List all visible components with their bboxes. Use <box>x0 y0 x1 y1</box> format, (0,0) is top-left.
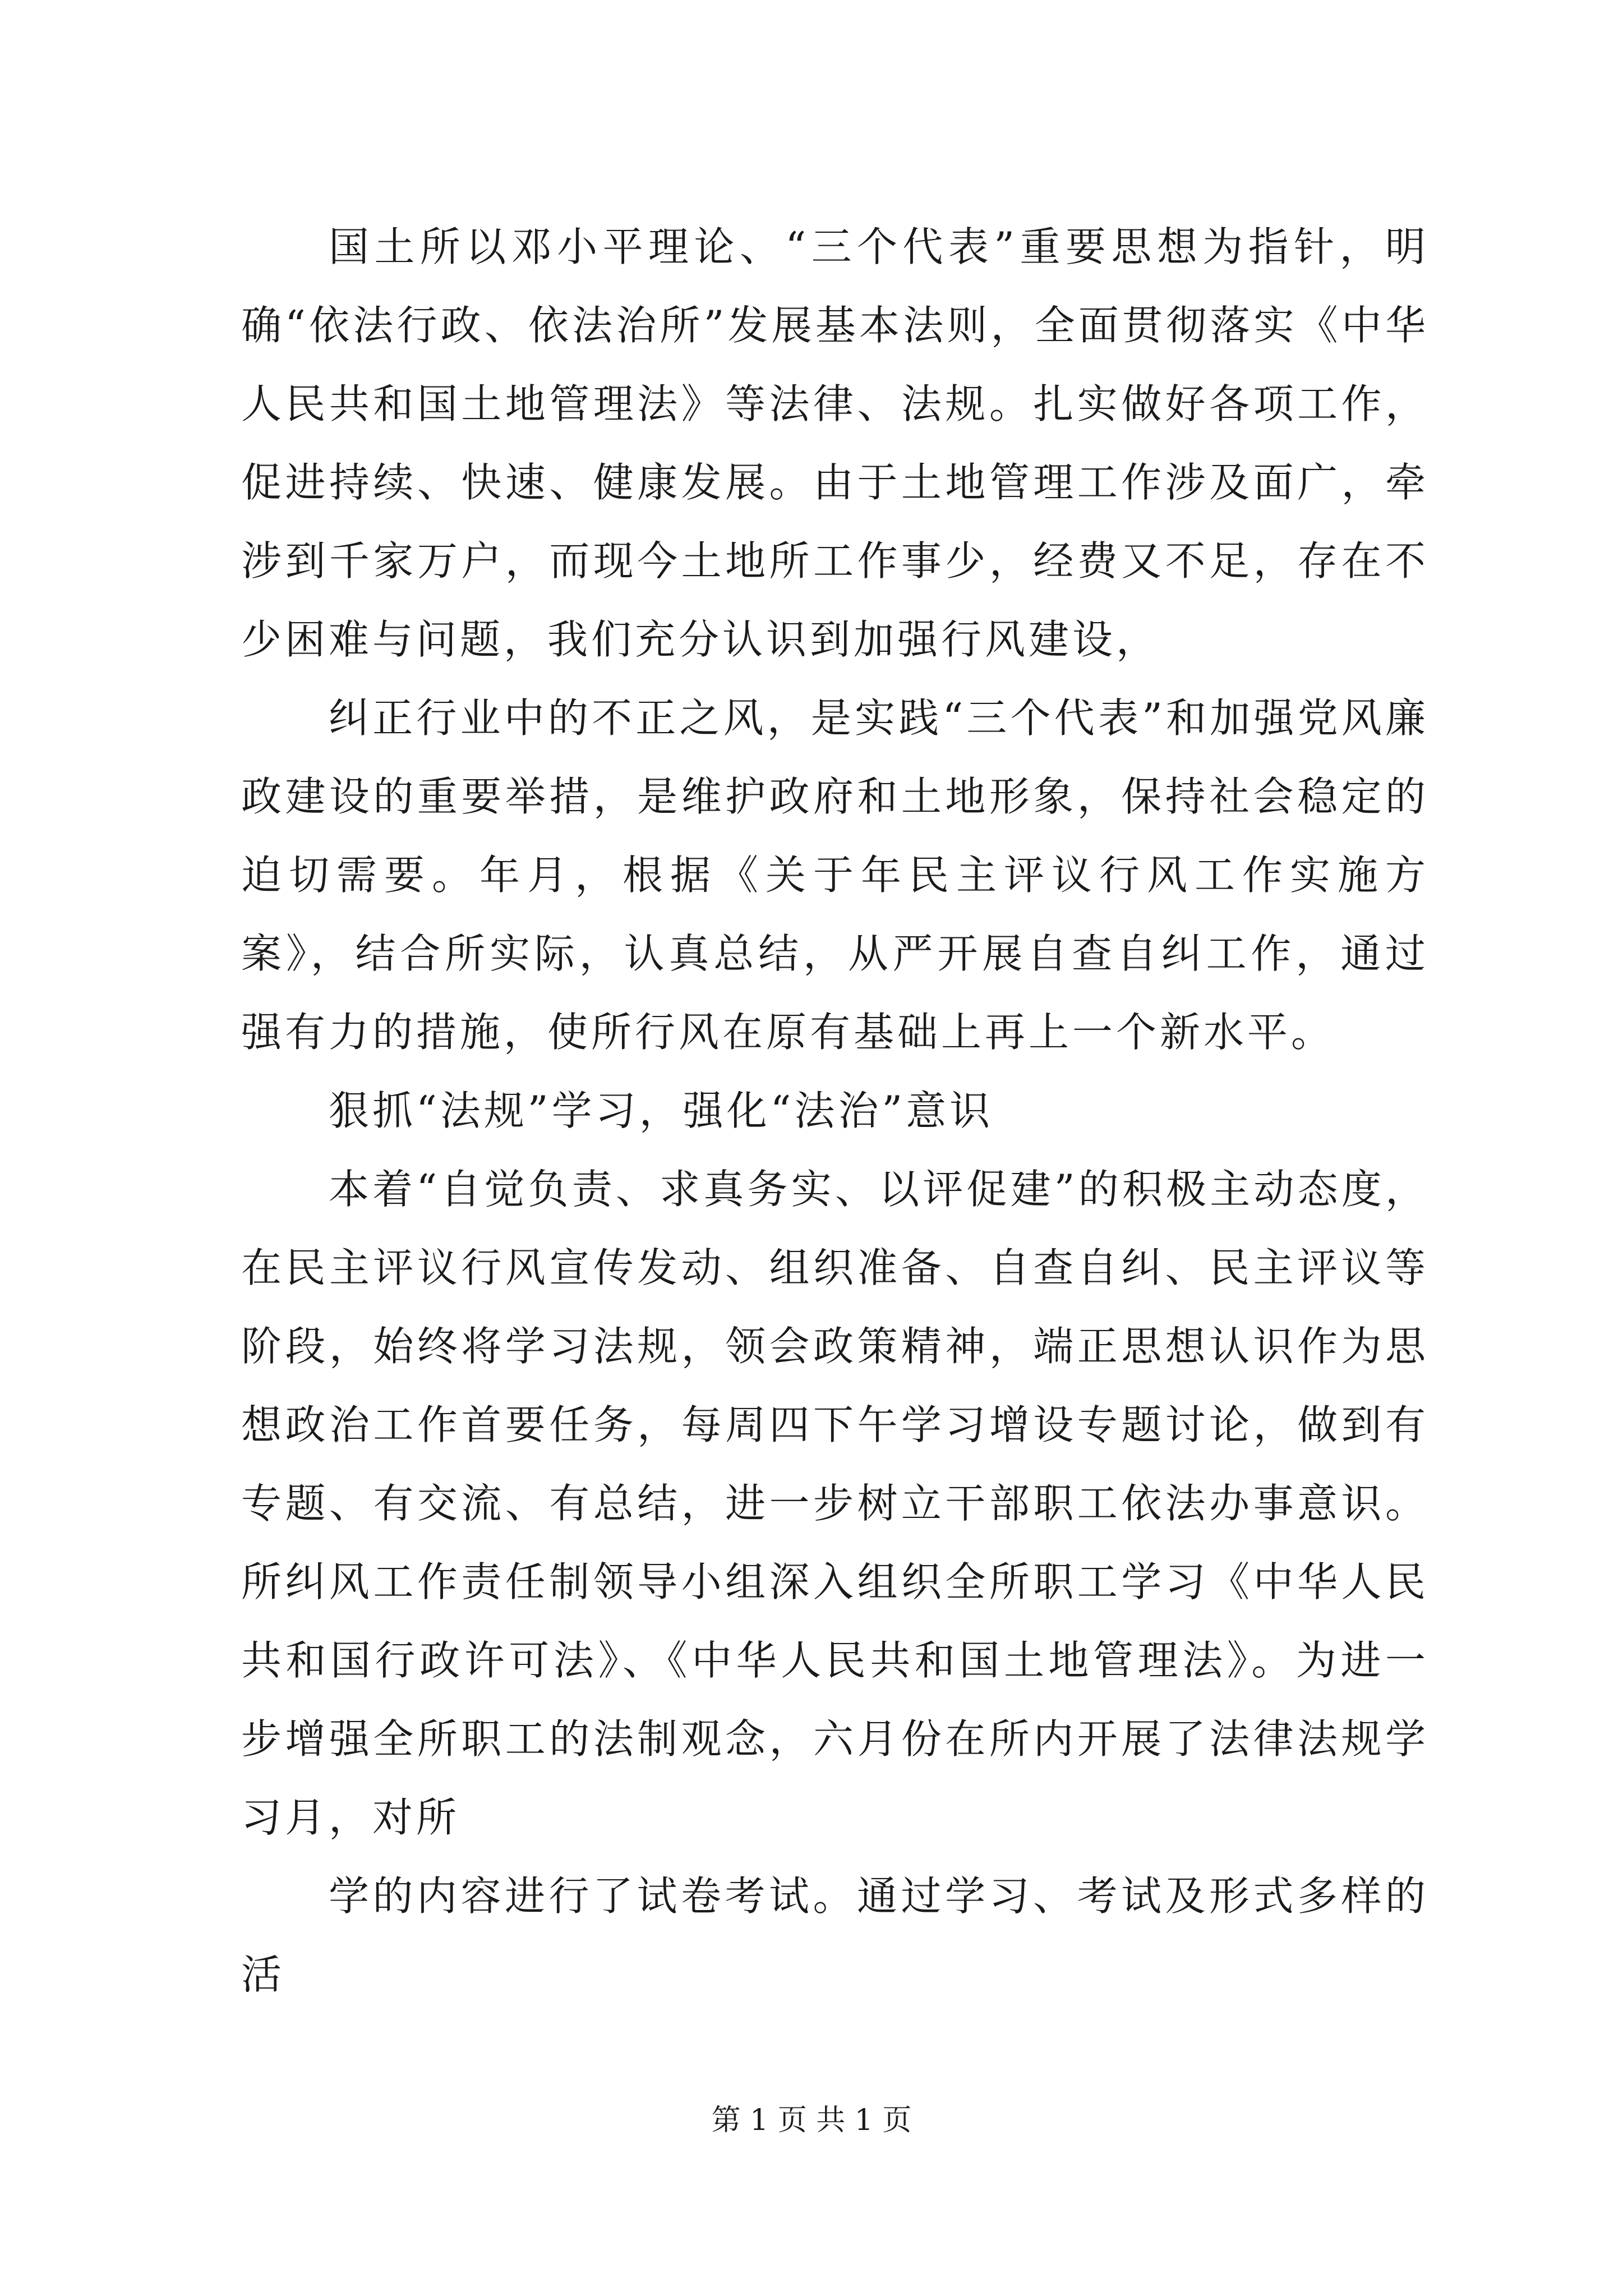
paragraph-2: 纠正行业中的不正之风，是实践“三个代表”和加强党风廉政建设的重要举措，是维护政府和土地形象，保持社会稳定的迫切需要。年月，根据《关于年民主评议行风工作实施方案》，结合所实际，认真总结，从严开展自查自纠工作，通过强有力的措施，使所行风在原有基础上再上一个新水平。 <box>241 694 1429 1056</box>
page-footer: 第 1 页 共 1 页 <box>711 2104 912 2137</box>
document-body <box>241 208 1429 2014</box>
paragraph-3: 本着“自觉负责、求真务实、以评促建”的积极主动态度，在民主评议行风宣传发动、组织准备、自查自纠、民主评议等阶段，始终将学习法规，领会政策精神，端正思想认识作为思想政治工作首要任务，每周四下午学习增设专题讨论，做到有专题、有交流、有总结，进一步树立干部职工依法办事意识。所纠风工作责任制领导小组深入组织全所职工学习《中华人民共和国行政许可法》、《中华人民共和国土地管理法》。为进一步增强全所职工的法制观念，六月份在所内开展了法律法规学习月，对所 <box>241 1166 1429 1841</box>
section-heading: 狠抓“法规”学习，强化“法治”意识 <box>329 1087 994 1134</box>
paragraph-4: 学的内容进行了试卷考试。通过学习、考试及形式多样的活 <box>241 1872 1429 1998</box>
paragraph-1: 国土所以邓小平理论、“三个代表”重要思想为指针，明确“依法行政、依法治所”发展基本法则，全面贯彻落实《中华人民共和国土地管理法》等法律、法规。扎实做好各项工作，促进持续、快速、健康发展。由于土地管理工作涉及面广，牵涉到千家万户，而现今土地所工作事少，经费又不足，存在不少困难与问题，我们充分认识到加强行风建设， <box>241 223 1429 663</box>
